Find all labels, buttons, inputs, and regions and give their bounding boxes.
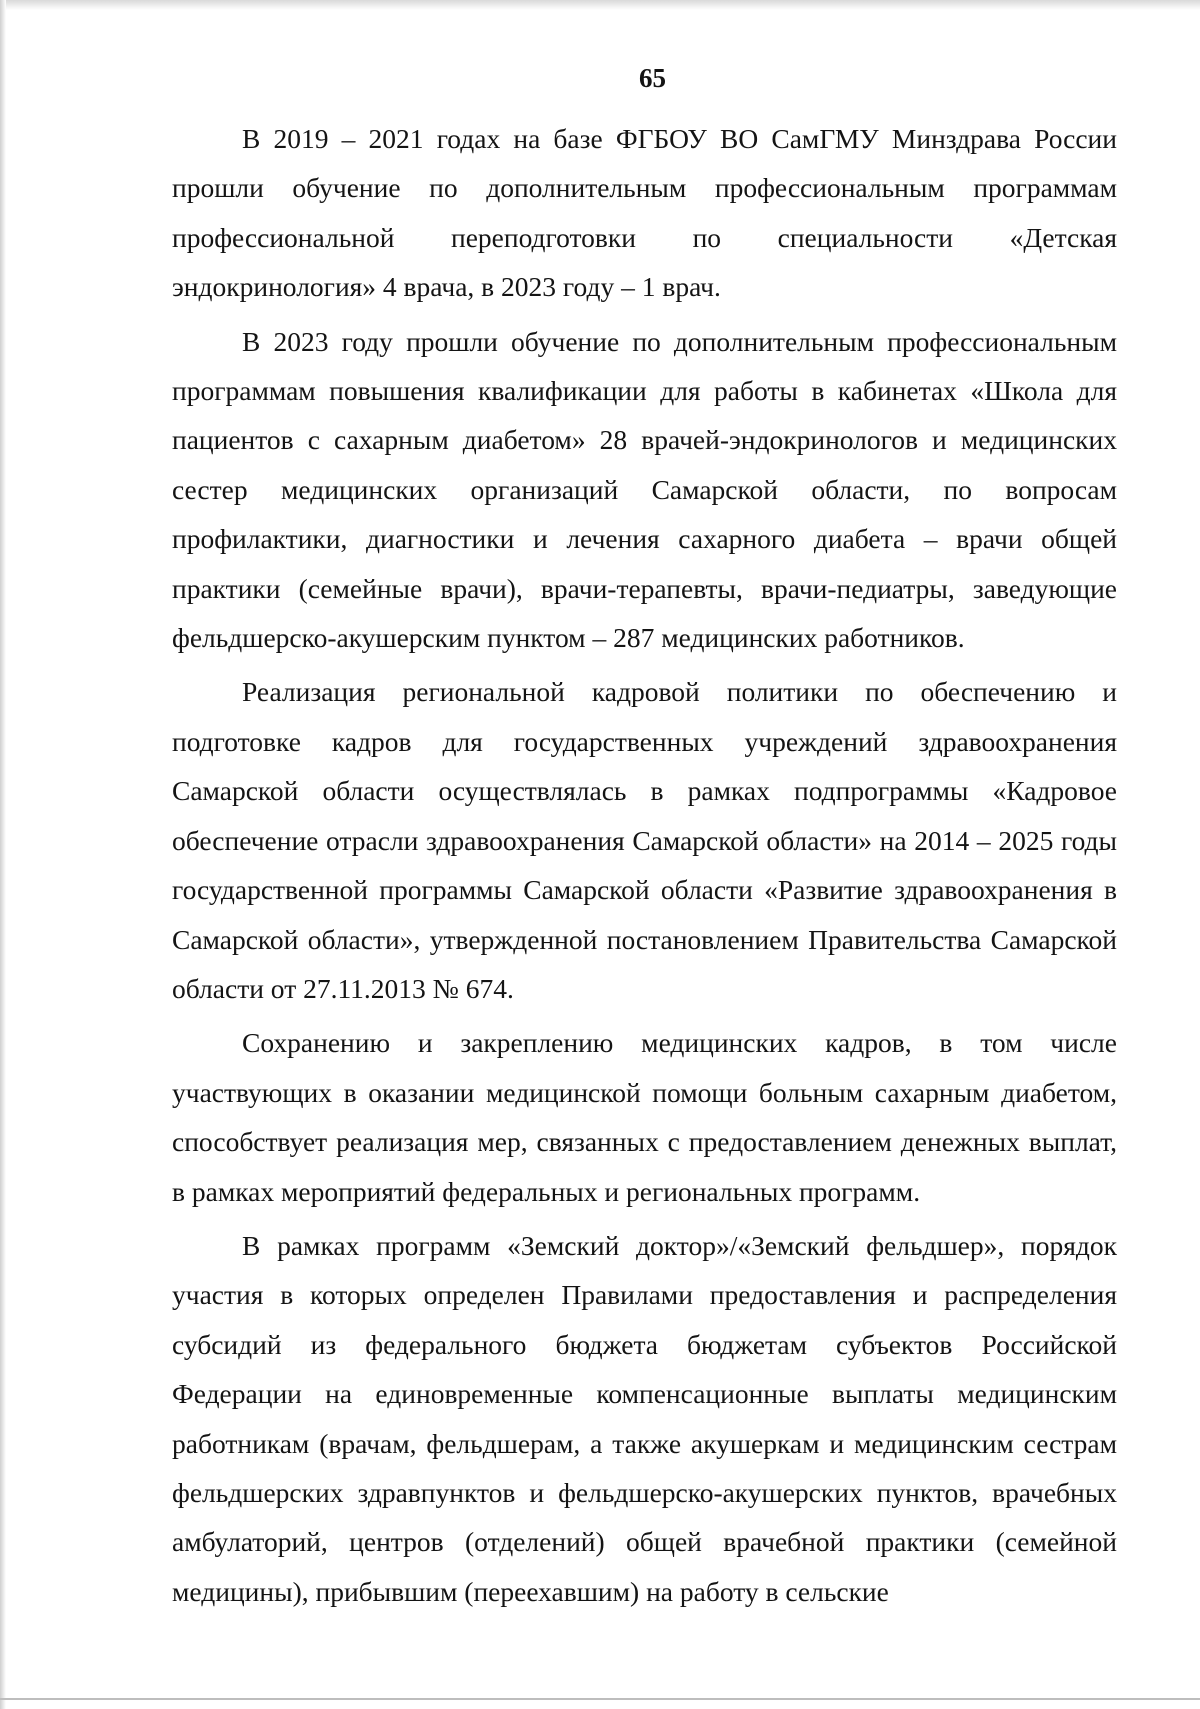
page-number: 65 xyxy=(639,63,666,93)
scan-edge-left xyxy=(0,0,6,1709)
scan-line-bottom xyxy=(0,1698,1200,1700)
paragraph-zemsky-programs: В рамках программ «Земский доктор»/«Земский фельдшер», порядок участия в которых определен Правилами предоставления и распределения субсидий из федерального бюджета бюджетам субъектов Российской Федерации на единовременные компенсационные выплаты медицинским работникам (врачам, фельдшерам, а также акушеркам и медицинским сестрам фельдшерских здравпунктов и фельдшерско-акушерских пунктов, врачебных амбулаторий, центров (отделений) общей врачебной практики (семейной медицины), прибывшим (переехавшим) на работу в сельские xyxy=(172,1229,1117,1607)
paragraph-staffing-policy: Реализация региональной кадровой политики по обеспечению и подготовке кадров для государственных учреждений здравоохранения Самарской области осуществлялась в рамках подпрограммы «Кадровое обеспечение отрасли здравоохранения Самарской области» на 2014 – 2025 годы государственной программы Самарской области «Развитие здравоохранения в Самарской области», утвержденной постановлением Правительства Самарской области от 27.11.2013 № 674. xyxy=(172,676,1117,1004)
paragraph-training-2023: В 2023 году прошли обучение по дополнительным профессиональным программам повышения квалификации для работы в кабинетах «Школа для пациентов с сахарным диабетом» 28 врачей-эндокринологов и медицинских сестер медицинских организаций Самарской области, по вопросам профилактики, диагностики и лечения сахарного диабета – врачи общей практики (семейные врачи), врачи-терапевты, врачи-педиатры, заведующие фельдшерско-акушерским пунктом – 287 медицинских работников. xyxy=(172,325,1117,654)
scan-edge-top xyxy=(0,0,1200,10)
paragraph-training-2019-2021: В 2019 – 2021 годах на базе ФГБОУ ВО СамГМУ Минздрава России прошли обучение по дополнительным профессиональным программам профессиональной переподготовки по специальности «Детская эндокринология» 4 врача, в 2023 году – 1 врач. xyxy=(172,123,1117,303)
paragraph-staff-retention: Сохранению и закреплению медицинских кадров, в том числе участвующих в оказании медицинской помощи больным сахарным диабетом, способствует реализация мер, связанных с предоставлением денежных выплат, в рамках мероприятий федеральных и региональных программ. xyxy=(172,1027,1117,1207)
document-body xyxy=(172,114,1117,1616)
